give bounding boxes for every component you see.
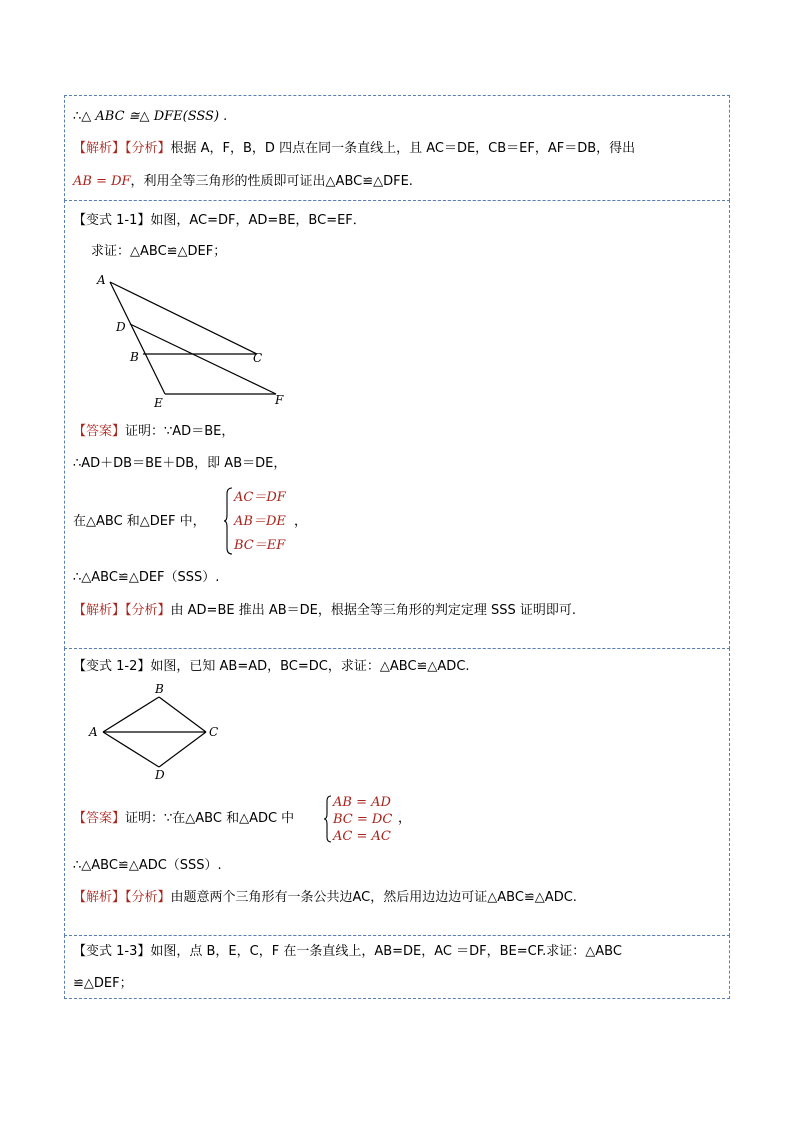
conclusion-prefix: ∴△	[73, 109, 96, 124]
system-suffix: ，	[398, 811, 412, 826]
variant-label: 【变式 1-1】	[73, 213, 151, 228]
variant-1-1-title	[73, 212, 366, 230]
variant-text: 如图，已知 AB=AD，BC=DC，求证：△ABC≌△ADC.	[150, 659, 470, 674]
prove-statement: 求证：△ABC≌△DEF；	[91, 244, 227, 259]
answer-label: 【答案】	[73, 811, 126, 826]
label-B: B	[155, 682, 164, 696]
analysis-label: 【解析】【分析】	[73, 890, 171, 905]
system-eq-3: AC = AC	[333, 829, 391, 844]
system-1-2	[333, 794, 392, 845]
analysis-line-2	[73, 889, 577, 907]
system-eq-1: AB = AD	[333, 795, 391, 810]
segment-A-D	[103, 732, 159, 767]
segment-B-C	[159, 697, 206, 732]
segment-D-C	[159, 732, 206, 767]
variant-text: 如图，点 B，E，C，F 在一条直线上，AB=DE，AC ＝DF，BE=CF.求证：△ABC	[150, 944, 622, 959]
label-F: F	[275, 393, 284, 407]
variant-1-3-title-cont: ≌△DEF；	[73, 976, 133, 991]
analysis-text-2: ，利用全等三角形的性质即可证出△ABC≌△DFE.	[130, 174, 413, 189]
label-A: A	[89, 725, 98, 739]
variant-label: 【变式 1-3】	[73, 944, 151, 959]
system-eq-2: AB＝DE	[234, 514, 286, 529]
analysis-text: 根据 A，F，B，D 四点在同一条直线上，且 AC＝DE，CB＝EF，AF＝DB，得出	[170, 141, 636, 156]
variant-1-2-title	[73, 658, 470, 676]
conclusion-line	[73, 108, 227, 126]
answer-line-3: 在△ABC 和△DEF 中，	[73, 514, 206, 529]
label-D: D	[116, 320, 126, 334]
analysis-label: 【解析】【分析】	[73, 603, 171, 618]
answer-line-4: ∴△ABC≌△DEF（SSS）.	[73, 570, 220, 585]
segment-A-B	[103, 697, 159, 732]
variant-label: 【变式 1-2】	[73, 659, 151, 674]
label-C: C	[209, 725, 219, 739]
label-D: D	[155, 768, 165, 782]
figure-1-1	[92, 268, 292, 414]
analysis-math: AB = DF	[73, 174, 131, 189]
brace-1-2	[324, 794, 333, 844]
segment-A-C	[110, 282, 257, 354]
figure-1-2	[86, 680, 224, 784]
label-E: E	[154, 396, 163, 410]
answer-label: 【答案】	[73, 424, 126, 439]
label-A: A	[97, 273, 106, 287]
analysis-line-0b	[73, 173, 413, 191]
conclusion-math: ABC ≅△ DFE(SSS)	[95, 109, 220, 124]
label-B: B	[130, 350, 139, 364]
answer-line-2b: ∴△ABC≌△ADC（SSS）.	[73, 858, 222, 873]
answer-line-1	[73, 423, 234, 441]
answer-line-2: ∴AD＋DB＝BE＋DB，即 AB＝DE，	[73, 456, 287, 471]
system-eq-2: BC = DC	[333, 812, 393, 827]
analysis-text: 由题意两个三角形有一条公共边AC，然后用边边边可证△ABC≌△ADC.	[170, 890, 577, 905]
segment-A-E	[110, 282, 165, 394]
analysis-line-0a	[73, 140, 635, 158]
variant-text: 如图，AC=DF，AD=BE，BC=EF．	[150, 213, 366, 228]
variant-1-3-title	[73, 943, 622, 961]
brace-1-1	[224, 486, 234, 556]
answer-line-2a	[73, 810, 294, 828]
analysis-text: 由 AD=BE 推出 AB＝DE，根据全等三角形的判定定理 SSS 证明即可.	[170, 603, 577, 618]
answer-text: 证明：∵在△ABC 和△ADC 中	[125, 811, 295, 826]
analysis-label: 【解析】【分析】	[73, 141, 171, 156]
system-eq-3: BC＝EF	[234, 538, 286, 553]
conclusion-suffix: .	[219, 109, 228, 124]
system-suffix: ，	[294, 514, 308, 529]
answer-text: 证明：∵AD＝BE，	[125, 424, 235, 439]
system-eq-1: AC＝DF	[234, 490, 286, 505]
system-1-1	[234, 486, 286, 558]
analysis-line-1	[73, 602, 576, 620]
label-C: C	[253, 351, 263, 365]
